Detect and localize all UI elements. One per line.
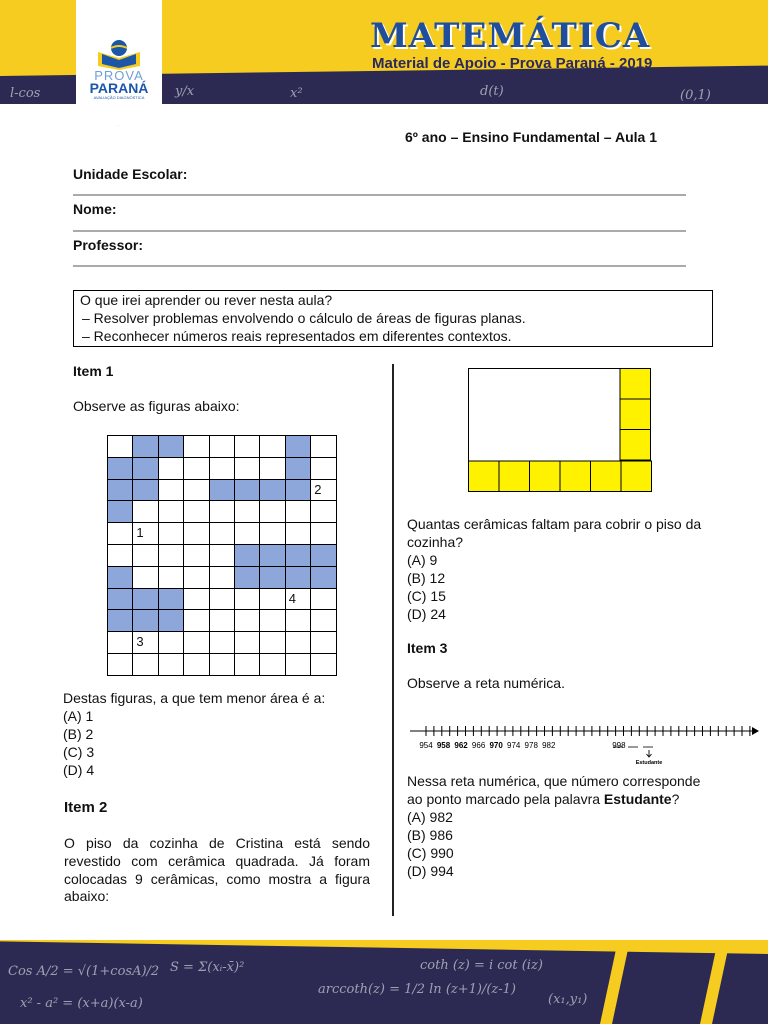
- header-chalk-formula: x²: [290, 86, 303, 101]
- grid-cell: [234, 522, 260, 545]
- grid-cell: [158, 500, 184, 523]
- grid-cell: [234, 566, 260, 589]
- grid-cell: [107, 500, 133, 523]
- grid-cell: [234, 435, 260, 458]
- item1-option-b[interactable]: (B) 2: [63, 726, 94, 742]
- item3-option-b[interactable]: (B) 986: [407, 827, 453, 843]
- grid-cell: [259, 457, 285, 480]
- figure-label-3: 3: [136, 634, 144, 650]
- figure-label-4: 4: [288, 590, 297, 606]
- grid-cell: [183, 566, 209, 589]
- item2-option-b[interactable]: (B) 12: [407, 570, 446, 586]
- grid-cell: [158, 609, 184, 632]
- grid-cell: [183, 609, 209, 632]
- grid-cell: [132, 588, 158, 611]
- item3-prompt: Observe a reta numérica.: [407, 675, 565, 691]
- grid-cell: [132, 653, 158, 676]
- ceramic-tile: [591, 461, 622, 492]
- arrow-down-icon: [647, 750, 652, 757]
- grid-cell: [158, 566, 184, 589]
- grid-cell: [132, 457, 158, 480]
- item3-option-c[interactable]: (C) 990: [407, 845, 454, 861]
- number-line-label: 962: [454, 741, 468, 750]
- grid-cell: [107, 631, 133, 654]
- item2-question-line: Quantas cerâmicas faltam para cobrir o piso da: [407, 516, 702, 532]
- grid-cell: [234, 609, 260, 632]
- grid-cell: [209, 544, 235, 567]
- grid-cell: [158, 544, 184, 567]
- grid-cell: [183, 457, 209, 480]
- grid-cell: [209, 500, 235, 523]
- grid-cell: [209, 479, 235, 502]
- number-line-figure: [408, 716, 760, 768]
- grid-cell: [107, 544, 133, 567]
- item3-option-a[interactable]: (A) 982: [407, 809, 453, 825]
- area-figures-grid: [107, 435, 336, 675]
- grid-cell: [259, 435, 285, 458]
- grid-cell: [310, 631, 336, 654]
- item3-question-keyword: Estudante: [603, 791, 672, 807]
- number-line-label: 954: [419, 741, 433, 750]
- logo-text-prova: PROVA: [94, 68, 144, 83]
- grid-cell: [209, 588, 235, 611]
- grid-cell: [234, 588, 260, 611]
- grid-cell: [285, 653, 311, 676]
- figure-label-2: 2: [314, 481, 322, 497]
- grid-cell: [310, 588, 336, 611]
- item2-option-a[interactable]: (A) 9: [407, 552, 438, 568]
- objective-item: – Resolver problemas envolvendo o cálculo de áreas de figuras planas.: [82, 310, 526, 326]
- ceramic-tile: [620, 399, 651, 430]
- page-subtitle: Material de Apoio - Prova Paraná - 2019: [372, 55, 653, 72]
- grid-cell: [259, 653, 285, 676]
- grid-cell: [183, 631, 209, 654]
- item2-option-d[interactable]: (D) 24: [407, 606, 446, 622]
- grid-cell: [158, 435, 184, 458]
- footer-chalk-formula: coth (z) = i cot (iz): [420, 958, 543, 973]
- grid-cell: [107, 588, 133, 611]
- grid-cell: [259, 500, 285, 523]
- grid-cell: [107, 479, 133, 502]
- grid-cell: [158, 653, 184, 676]
- grid-cell: [234, 631, 260, 654]
- grid-cell: [259, 609, 285, 632]
- grid-cell: [209, 457, 235, 480]
- item1-heading: Item 1: [73, 363, 114, 379]
- ceramic-tile: [560, 461, 591, 492]
- grid-cell: [183, 435, 209, 458]
- grid-cell: [234, 500, 260, 523]
- number-line-label: 970: [489, 741, 503, 750]
- item3-question-text: ao ponto marcado pela palavra: [407, 791, 604, 807]
- grid-cell: [158, 522, 184, 545]
- grid-cell: [132, 479, 158, 502]
- grid-cell: [285, 544, 311, 567]
- item2-text: [64, 835, 370, 906]
- grid-cell: [107, 435, 133, 458]
- number-line-label: 978: [524, 741, 538, 750]
- grid-cell: [183, 522, 209, 545]
- grid-cell: [107, 457, 133, 480]
- grid-cell: [310, 544, 336, 567]
- footer-chalk-formula: S = Σ(xᵢ-x̄)²: [170, 960, 245, 975]
- grid-cell: [158, 457, 184, 480]
- item1-prompt: Observe as figuras abaixo:: [73, 398, 240, 414]
- footer-chalk-formula: (x₁,y₁): [548, 992, 588, 1007]
- grid-cell: [158, 588, 184, 611]
- grid-cell: [132, 500, 158, 523]
- number-line-label: 974: [507, 741, 521, 750]
- item2-text-line: revestido com cerâmica quadrada. Já foram: [64, 852, 370, 869]
- field-label-nome: Nome:: [73, 201, 117, 217]
- grid-cell: [310, 522, 336, 545]
- grid-cell: [132, 609, 158, 632]
- item2-text-line: abaixo:: [64, 888, 110, 905]
- grid-cell: [259, 631, 285, 654]
- grid-cell: [158, 631, 184, 654]
- grid-cell: [209, 566, 235, 589]
- grid-cell: [132, 566, 158, 589]
- header-chalk-formula: (0,1): [680, 88, 711, 103]
- ceramic-tile: [621, 461, 652, 492]
- grid-cell: [234, 653, 260, 676]
- item3-heading: Item 3: [407, 640, 448, 656]
- book-logo-icon: [96, 36, 142, 70]
- grid-cell: [259, 479, 285, 502]
- logo-text-parana: PARANÁ: [89, 80, 149, 96]
- grid-cell: [259, 522, 285, 545]
- item2-text-line: O piso da cozinha de Cristina está sendo: [64, 835, 370, 851]
- field-label-professor: Professor:: [73, 237, 144, 253]
- grid-cell: [310, 566, 336, 589]
- ceramic-tile: [620, 369, 651, 400]
- ceramic-tile: [620, 430, 651, 461]
- figure-label-1: 1: [136, 525, 144, 541]
- grid-cell: [310, 457, 336, 480]
- grid-cell: [285, 500, 311, 523]
- grid-cell: [285, 609, 311, 632]
- grid-cell: [107, 653, 133, 676]
- item3-question-line2: [407, 791, 679, 809]
- grid-cell: [107, 609, 133, 632]
- page-title: MATEMÁTICA: [370, 16, 651, 56]
- arrow-right-icon: [752, 727, 759, 735]
- grid-cell: [107, 566, 133, 589]
- item2-heading: Item 2: [64, 799, 108, 816]
- estudante-marker-label: Estudante: [635, 760, 663, 766]
- item1-question: Destas figuras, a que tem menor área é a:: [63, 690, 326, 706]
- field-line-professor[interactable]: [73, 265, 686, 267]
- field-line-nome[interactable]: [73, 230, 686, 232]
- number-line-label: 966: [471, 741, 486, 750]
- grid-cell: [310, 435, 336, 458]
- header-chalk-formula: y/x: [175, 84, 195, 99]
- grid-cell: [183, 544, 209, 567]
- item3-option-d[interactable]: (D) 994: [407, 863, 454, 879]
- grid-cell: [285, 435, 311, 458]
- grid-cell: [132, 435, 158, 458]
- kitchen-floor-figure: [468, 368, 652, 493]
- footer-chalk-formula: x² - a² = (x+a)(x-a): [20, 996, 143, 1011]
- objectives-box: [73, 290, 713, 347]
- grid-cell: [285, 631, 311, 654]
- ceramic-tile: [499, 461, 530, 492]
- item2-option-c[interactable]: (C) 15: [407, 588, 446, 604]
- grid-cell: [234, 479, 260, 502]
- grid-cell: [310, 653, 336, 676]
- grid-cell: [209, 631, 235, 654]
- item3-question-line1: Nessa reta numérica, que número corresponde: [407, 773, 701, 789]
- item2-text-line: colocadas 9 cerâmicas, como mostra a figura: [64, 870, 370, 887]
- header-chalk-formula: l-cos: [10, 86, 41, 101]
- grid-cell: [259, 588, 285, 611]
- number-line-label: 998: [612, 741, 626, 750]
- grid-cell: [285, 479, 311, 502]
- objectives-heading: O que irei aprender ou rever nesta aula?: [80, 292, 333, 308]
- grid-cell: [132, 544, 158, 567]
- grid-cell: [234, 544, 260, 567]
- grid-cell: [310, 609, 336, 632]
- footer-chalk-formula: Cos A/2 = √(1+cosA)/2: [8, 964, 160, 979]
- logo-text-avaliacao: AVALIAÇÃO DIAGNÓSTICA: [93, 95, 145, 100]
- ceramic-tile: [530, 461, 561, 492]
- grid-cell: [310, 500, 336, 523]
- item1-option-a[interactable]: (A) 1: [63, 708, 94, 724]
- grid-cell: [209, 522, 235, 545]
- item3-question-mark: ?: [671, 791, 680, 807]
- grid-cell: [183, 653, 209, 676]
- grid-cell: [234, 457, 260, 480]
- footer-chalk-formula: arccoth(z) = 1/2 ln (z+1)/(z-1): [318, 982, 517, 997]
- grid-cell: [209, 653, 235, 676]
- number-line-label: 982: [542, 741, 556, 750]
- grid-cell: [285, 457, 311, 480]
- grid-cell: [107, 522, 133, 545]
- grid-cell: [209, 609, 235, 632]
- ceramic-tile: [469, 461, 500, 492]
- item2-question-line: cozinha?: [407, 534, 464, 550]
- grade-heading: 6º ano – Ensino Fundamental – Aula 1: [405, 129, 657, 145]
- field-label-unidade: Unidade Escolar:: [73, 166, 188, 182]
- grid-cell: [183, 479, 209, 502]
- grid-cell: [259, 566, 285, 589]
- item1-option-d[interactable]: (D) 4: [63, 762, 95, 778]
- number-line-label: 958: [436, 741, 451, 750]
- objective-item: – Reconhecer números reais representados em diferentes contextos.: [82, 328, 512, 344]
- item1-option-c[interactable]: (C) 3: [63, 744, 95, 760]
- grid-cell: [285, 522, 311, 545]
- grid-cell: [209, 435, 235, 458]
- column-divider: [392, 364, 394, 916]
- field-line-unidade[interactable]: [73, 194, 686, 196]
- grid-cell: [285, 566, 311, 589]
- header-chalk-formula: d(t): [480, 84, 504, 99]
- grid-cell: [158, 479, 184, 502]
- grid-cell: [183, 588, 209, 611]
- grid-cell: [183, 500, 209, 523]
- grid-cell: [259, 544, 285, 567]
